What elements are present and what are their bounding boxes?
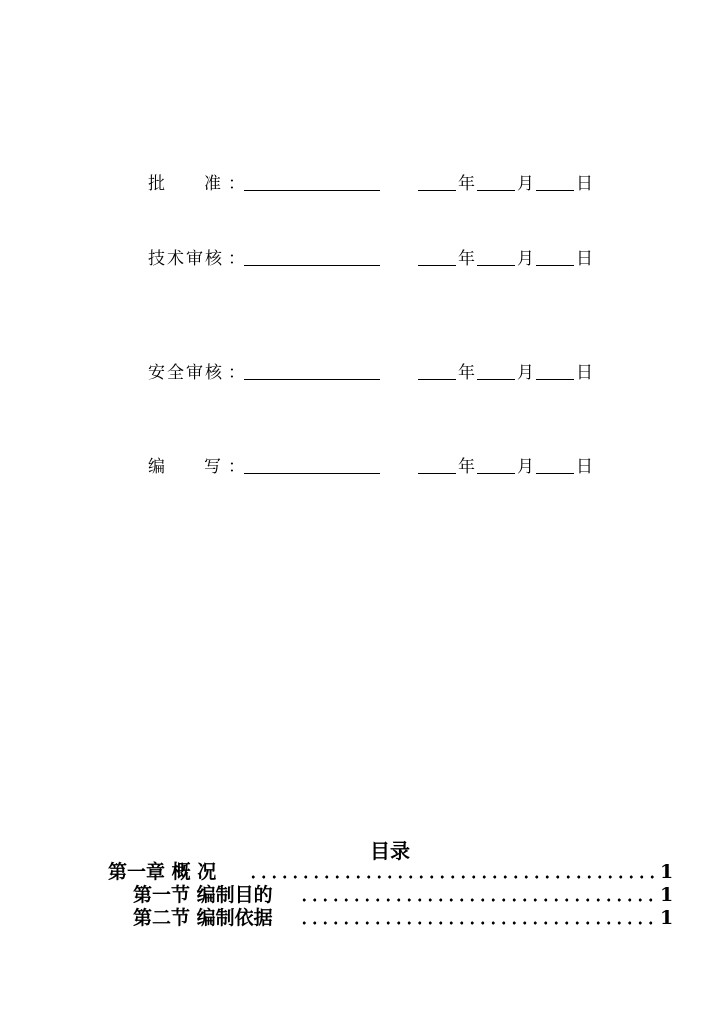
month-label: 月 (517, 457, 534, 477)
label-char: 批 (148, 174, 165, 194)
year-blank (418, 190, 456, 191)
label-char: 审 (186, 249, 203, 269)
label-char: 编 (148, 457, 165, 477)
toc-page-number: 1 (660, 884, 674, 906)
label-char: 核 (205, 249, 222, 269)
label-char: 审 (186, 363, 203, 383)
day-label: 日 (576, 249, 593, 269)
day-blank (536, 473, 574, 474)
month-blank (477, 190, 515, 191)
label-char: 准 (204, 174, 221, 194)
month-blank (477, 473, 515, 474)
month-label: 月 (517, 249, 534, 269)
year-blank (418, 473, 456, 474)
toc-entry-section-2[interactable] (133, 906, 672, 930)
month-label: 月 (517, 363, 534, 383)
toc-title: 目录 (370, 839, 410, 863)
year-blank (418, 265, 456, 266)
signature-blank-line (244, 265, 380, 266)
year-label: 年 (458, 457, 475, 477)
toc-leader-dots (299, 921, 656, 925)
signature-blank-line (244, 190, 380, 191)
label-colon: ： (228, 363, 245, 383)
day-blank (536, 265, 574, 266)
month-blank (477, 379, 515, 380)
toc-leader-dots (248, 875, 656, 879)
toc-entry-section-1[interactable] (133, 883, 672, 907)
label-colon: ： (228, 457, 245, 477)
signature-blank-line (244, 379, 380, 380)
year-label: 年 (458, 249, 475, 269)
year-label: 年 (458, 174, 475, 194)
label-char: 安 (148, 363, 165, 383)
toc-entry-chapter-1[interactable] (108, 860, 672, 884)
year-blank (418, 379, 456, 380)
label-char: 技 (148, 249, 165, 269)
label-char: 核 (205, 363, 222, 383)
day-label: 日 (576, 363, 593, 383)
signature-blank-line (244, 473, 380, 474)
month-blank (477, 265, 515, 266)
toc-entry-text: 第二节 编制依据 (133, 907, 273, 929)
day-label: 日 (576, 457, 593, 477)
day-blank (536, 190, 574, 191)
month-label: 月 (517, 174, 534, 194)
label-char: 写 (204, 457, 221, 477)
label-char: 术 (167, 249, 184, 269)
label-colon: ： (228, 174, 245, 194)
label-char: 全 (167, 363, 184, 383)
year-label: 年 (458, 363, 475, 383)
toc-leader-dots (299, 898, 656, 902)
toc-entry-text: 第一节 编制目的 (133, 884, 273, 906)
toc-page-number: 1 (660, 861, 674, 883)
toc-entry-text: 第一章 概 况 (108, 861, 217, 883)
label-colon: ： (228, 249, 245, 269)
toc-page-number: 1 (660, 907, 674, 929)
day-label: 日 (576, 174, 593, 194)
day-blank (536, 379, 574, 380)
